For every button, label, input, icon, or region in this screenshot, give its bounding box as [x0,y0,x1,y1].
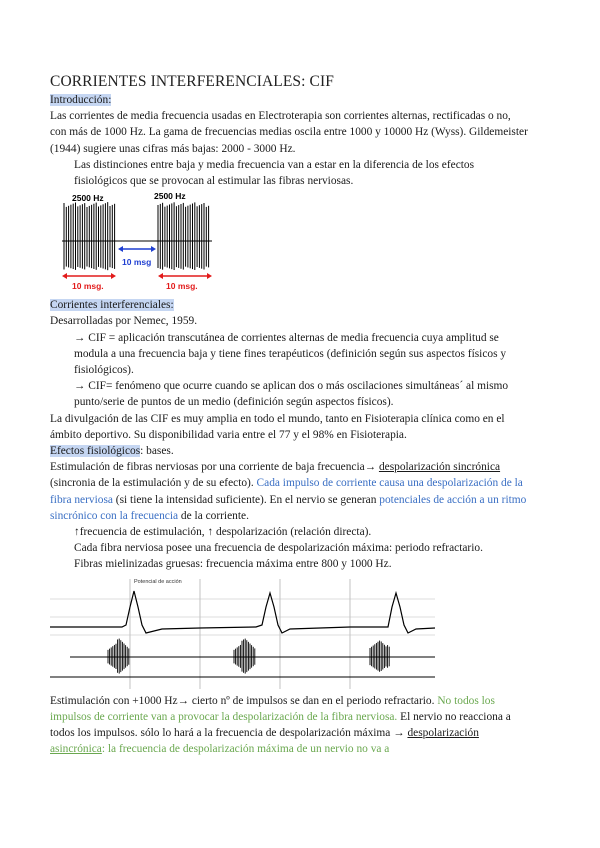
intro-heading [50,92,530,108]
cif-bullet-2: → CIF= fenómeno que ocurre cuando se aplican dos o más oscilaciones simultáneas´ al mismo punto/serie de puntos de un medio (definición según aspectos físicos). [74,380,509,409]
grid [50,579,435,689]
intro-heading-text: Introducción: [50,94,112,106]
efectos-line-2: Cada fibra nerviosa posee una frecuencia de despolarización máxima: periodo refractario. [74,542,483,555]
action-potential-figure [50,577,435,689]
figure-label: Potencial de acción [134,578,182,585]
refract-green-2: : la frecuencia de despolarización máxima de un nervio no va a [101,743,390,756]
cif-bullet-1: → CIF = aplicación transcutánea de corrientes alternas de media frecuencia cuya amplitud se modula a una frecuencia baja y tiene fines terapéuticos (definición según sus aspectos físicos y fisiológicos). [74,331,507,377]
efectos-line-1: ↑frecuencia de estimulación, ↑ despolarización (relación directa). [74,526,372,539]
refract-term-asincronica: asincrónica [50,743,102,756]
refract-paragraph [50,693,530,758]
label-gap: 10 msg [122,257,152,268]
refract-text-2: El nervio no reacciona a todos los impulsos. sólo lo hará a la frecuencia de despolarización máxima → [50,710,511,740]
efectos-text-4: de la corriente. [178,509,249,522]
bottom-arrow-left-head-a [62,273,67,279]
refract-green-1: No todos los impulsos de corriente van a provocar la despolarización de la fibra nerviosa. [50,694,495,723]
intro-paragraph-1: Las corrientes de media frecuencia usadas en Electroterapia son corrientes alternas, rectificadas o no, con más de 1000 Hz. La gama de frecuencias medias oscila entre 1000 y 10000 Hz (Wyss). Gildemeister (1944) sugiere unas cifras más bajas: 2000 - 3000 Hz. [50,110,528,155]
cif-paragraph-2: La divulgación de las CIF es muy amplia en todo el mundo, tanto en Fisioterapia clínica como en el ámbito deportivo. Su disponibilidad varia entre el 77 y el 98% en Fisioterapia. [50,412,505,441]
efectos-text-2: (sincronia de la estimulación y de su efecto). [50,477,257,490]
efectos-blue-2: potenciales de acción a un ritmo sincrónico con la frecuencia [50,493,527,522]
label-bottom-right: 10 msg. [166,281,198,292]
frequency-burst-figure [62,193,212,291]
gap-arrow-head-right [151,246,156,252]
bottom-arrow-right-head-b [207,273,212,279]
efectos-heading-text: Efectos fisiológicos [50,445,141,458]
refract-term-despolarizacion: despolarización [407,727,479,740]
stimulus-bursts [108,638,389,673]
action-potential-trace [50,591,435,633]
burst-left [64,202,115,270]
cif-paragraph-1: Desarrolladas por Nemec, 1959. [50,315,198,328]
bottom-arrow-left-head-b [111,273,116,279]
label-bottom-left: 10 msg. [72,281,104,292]
efectos-text-1: Estimulación de fibras nerviosas por una corriente de baja frecuencia→ [50,461,379,474]
bottom-arrow-right-head-a [158,273,163,279]
cif-heading [50,297,530,313]
page-title: CORRIENTES INTERFERENCIALES: CIF [50,73,334,90]
label-right-frequency: 2500 Hz [154,193,186,202]
burst-right [158,203,209,271]
efectos-term-sincronica: despolarización sincrónica [378,461,501,474]
efectos-heading-suffix: : bases. [140,445,174,458]
gap-arrow-head-left [118,246,123,252]
efectos-line-3: Fibras mielinizadas gruesas: frecuencia máxima entre 800 y 1000 Hz. [74,558,392,571]
efectos-text-3: (si tiene la intensidad suficiente). En el nervio se generan [112,493,380,506]
refract-text-1: Estimulación con +1000 Hz→ cierto nº de impulsos se dan en el periodo refractario. [50,694,438,707]
efectos-blue-1: Cada impulso de corriente causa una despolarización de la fibra nerviosa [50,477,523,506]
label-left-frequency: 2500 Hz [72,193,104,204]
efectos-paragraph [50,459,530,524]
efectos-heading [50,443,530,459]
cif-heading-text: Corrientes interferenciales: [50,299,174,312]
document-page [50,72,530,757]
intro-paragraph-2: Las distinciones entre baja y media frecuencia van a estar en la diferencia de los efectos fisiológicos que se provocan al estimular las fibras nerviosas. [74,158,475,188]
